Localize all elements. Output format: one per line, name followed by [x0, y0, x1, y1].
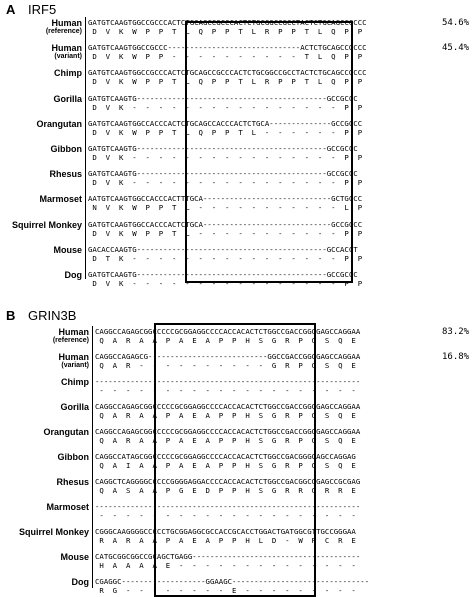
- nucleotide-sequence: GACACCAAGTG-------------------------------------------GCCACCT: [88, 244, 358, 254]
- panel-title: IRF5: [28, 2, 57, 17]
- species-name: [51, 144, 83, 154]
- nucleotide-sequence: AATGTCAAGTGGCCACCCACTTTGCA-----------------------------GCTGCCC: [88, 194, 363, 204]
- amino-acid-sequence: Q A R - - - - - - - - - - G R P G S Q E: [95, 361, 356, 370]
- species-name: [54, 68, 82, 78]
- species-name-text: Mouse: [53, 244, 82, 255]
- species-name: [53, 245, 82, 255]
- species-name: [36, 119, 82, 129]
- amino-acid-sequence: D V K W P P T L Q P P T L - - - - - - P P: [88, 127, 363, 137]
- nucleotide-sequence: GATGTCAAGTGGCCGCCCACTCTGCAGCCGCCCACTCTGCGGCCGCCTACTCTGCAGCCGCCC: [88, 18, 367, 27]
- nucleotide-sequence: ------------------------------------------------------------: [95, 502, 361, 511]
- species-name: [72, 577, 90, 587]
- species-name: [49, 169, 82, 179]
- allele-frequency: 54.6%: [442, 18, 470, 28]
- repeat-region-box: [154, 323, 316, 597]
- species-name-text: Gibbon: [50, 144, 82, 154]
- amino-acid-sequence: Q A R A A P A E A P P H S G R P G S Q E: [95, 336, 356, 345]
- allele-frequency: 16.8%: [442, 352, 470, 362]
- amino-acid-sequence: D V K - - - - - - - - - - - - - - - - P P: [88, 279, 363, 288]
- species-name-text: Chimp: [54, 68, 82, 79]
- species-name-text: Dog: [64, 270, 82, 280]
- amino-acid-sequence: D T K - - - - - - - - - - - - - - - - P P: [88, 253, 363, 263]
- amino-acid-sequence: N V K W P P T L - - - - - - - - - - - L P: [88, 203, 363, 213]
- nucleotide-sequence: CAGGCCAGAGCG---------------------------GGCCGACCGGGGAGCCAGGAA: [95, 352, 361, 361]
- amino-acid-sequence: D V K W P P - - - - - - - - - - T L Q P P: [88, 52, 363, 62]
- allele-frequency: 83.2%: [442, 327, 470, 337]
- species-name-text: Human: [51, 18, 82, 28]
- species-subtitle: (reference): [45, 28, 82, 35]
- nucleotide-sequence: CAGGCCAGAGCGGCCCCCGCGGAGGCCCCACCACACTCTGGCCGACCGGGGAGCCAGGAA: [95, 427, 361, 436]
- repeat-region-box: [185, 21, 353, 283]
- species-name: [51, 43, 82, 60]
- nucleotide-sequence: GATGTCAAGTGGCCACCCACTCTGCAGCCACCCACTCTGCA--------------GCCGCCC: [88, 118, 363, 128]
- species-name-text: Marmoset: [39, 194, 82, 205]
- allele-frequency: 45.4%: [442, 43, 470, 54]
- nucleotide-sequence: GATGTCAAGTG-------------------------------------------GCCGCCC: [88, 169, 358, 179]
- species-subtitle: (reference): [52, 337, 89, 344]
- amino-acid-sequence: D V K W P P T L Q P P T L R P P T L Q P P: [88, 27, 363, 36]
- species-name: [56, 477, 89, 487]
- species-name-text: Dog: [71, 577, 89, 587]
- nucleotide-sequence: GATGTCAAGTG-------------------------------------------GCCGCCC: [88, 270, 358, 279]
- species-name: [12, 220, 82, 230]
- species-name-text: Rhesus: [49, 169, 82, 180]
- species-name: [19, 527, 89, 537]
- species-name: [61, 377, 89, 387]
- species-name-text: Gibbon: [57, 452, 89, 462]
- species-name: [58, 352, 89, 369]
- alignment-bracket-line: [92, 326, 93, 588]
- amino-acid-sequence: Q A R A A P A E A P P H S G R P G S Q E: [95, 411, 356, 420]
- amino-acid-sequence: D V K W P P T L Q P P T L R P P T L Q P P: [88, 77, 363, 87]
- species-name: [53, 94, 82, 104]
- amino-acid-sequence: Q A R A A P A E A P P H S G R P G S Q E: [95, 436, 356, 445]
- species-name-text: Gorilla: [60, 402, 89, 412]
- amino-acid-sequence: D V K - - - - - - - - - - - - - - - - P P: [88, 178, 363, 188]
- nucleotide-sequence: CAGGCTCAGGGGCCCCCGGGGAGGACCCCACCACACTCTGGCCGACGGCGGAGCCGCGAG: [95, 477, 361, 486]
- species-name: [39, 194, 82, 204]
- species-name-text: Orangutan: [43, 427, 89, 437]
- nucleotide-sequence: ------------------------------------------------------------: [95, 377, 361, 386]
- nucleotide-sequence: GATGTCAAGTG-------------------------------------------GCCGCCC: [88, 144, 358, 153]
- amino-acid-sequence: - - - - - - - - - - - - - - - - - - - -: [95, 511, 356, 520]
- species-name: [53, 327, 89, 344]
- species-subtitle: (variant): [54, 53, 82, 61]
- nucleotide-sequence: GATGTCAAGTGGCCGCCCACTCTGCAGCCGCCCACTCTGCGGCCGCCTACTCTGCAGCCGCCC: [88, 68, 367, 78]
- species-name-text: Orangutan: [36, 118, 82, 129]
- panel-title: GRIN3B: [28, 308, 77, 323]
- species-name-text: Human: [58, 327, 89, 337]
- amino-acid-sequence: Q A S A A P G E D P P H S G R R G R R E: [95, 486, 356, 495]
- nucleotide-sequence: CAGGCCAGAGCGGCCCCCGCGGAGGCCCCACCACACTCTGGCCGACCGGGGAGCCAGGAA: [95, 327, 361, 336]
- species-name-text: Chimp: [61, 377, 89, 387]
- amino-acid-sequence: R G - - - - - - - - E - - - - - - - - -: [95, 586, 356, 595]
- nucleotide-sequence: CAGGCCAGAGCGGCCCCCGCGGAGGCCCCACCACACTCTGGCCGACCGGGGAGCCAGGAA: [95, 402, 361, 411]
- amino-acid-sequence: R A R A A P A E A P P H L D - W R C R E: [95, 536, 356, 545]
- amino-acid-sequence: D V K W P P T L - - - - - - - - - - - P P: [88, 228, 363, 238]
- panel-letter: B: [6, 308, 16, 323]
- species-name-text: Mouse: [60, 552, 89, 562]
- amino-acid-sequence: Q A I A A P A E A P P H S G R P G S Q E: [95, 461, 356, 470]
- species-name: [58, 452, 90, 462]
- amino-acid-sequence: D V K - - - - - - - - - - - - - - - - P P: [88, 153, 363, 162]
- nucleotide-sequence: CGAGGC-------------------GGAAGC-------------------------------: [95, 577, 370, 586]
- amino-acid-sequence: H A A A A E - - - - - - - - - - - - - -: [95, 561, 356, 570]
- alignment-bracket-line: [85, 17, 86, 279]
- nucleotide-sequence: GATGTCAAGTGGCCACCCACTCTGCA-----------------------------GCCGCCC: [88, 219, 363, 229]
- species-name: [60, 402, 89, 412]
- nucleotide-sequence: CGGGCAAGGGGCCCCCTGCGGAGGCGCCACCGCACCTGGACTGATGGCGTTGCCGGGAA: [95, 527, 356, 536]
- panel-letter: A: [6, 2, 16, 17]
- species-name: [43, 427, 89, 437]
- nucleotide-sequence: CAGGCCATAGCGGCCCCCGCGGAGGCCCCACCACACTCTGGCCGACGGGGAGCCAGGAG: [95, 452, 356, 461]
- species-name-text: Squirrel Monkey: [18, 527, 89, 537]
- nucleotide-sequence: GATGTCAAGTGGCCGCCC------------------------------ACTCTGCAGCCGCCC: [88, 43, 367, 53]
- species-subtitle: (variant): [61, 362, 89, 369]
- species-name: [46, 18, 82, 35]
- species-name: [46, 502, 89, 512]
- amino-acid-sequence: - - - - - - - - - - - - - - - - - - - -: [95, 386, 356, 395]
- species-name: [60, 552, 89, 562]
- species-name-text: Squirrel Monkey: [11, 219, 82, 230]
- species-name-text: Human: [58, 352, 89, 362]
- species-name: [65, 270, 83, 280]
- species-name-text: Human: [51, 43, 82, 54]
- species-name-text: Gorilla: [53, 93, 82, 104]
- species-name-text: Rhesus: [56, 477, 89, 487]
- species-name-text: Marmoset: [46, 502, 89, 512]
- amino-acid-sequence: D V K - - - - - - - - - - - - - - - - P P: [88, 102, 363, 112]
- nucleotide-sequence: GATGTCAAGTG-------------------------------------------GCCGCCC: [88, 93, 358, 103]
- nucleotide-sequence: CATGCGGCGGCCGCAGCTGAGG--------------------------------------: [95, 552, 361, 561]
